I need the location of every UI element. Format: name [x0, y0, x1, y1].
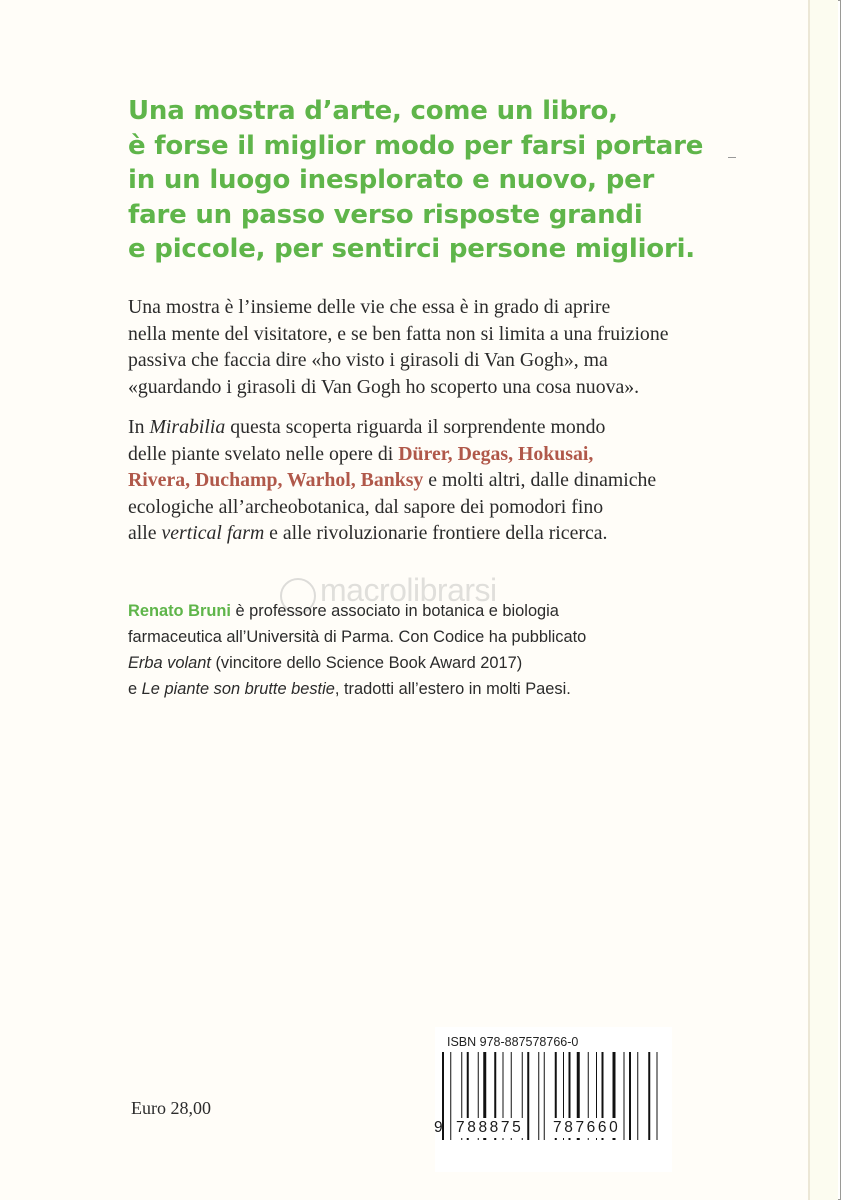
blurb-line: «guardando i girasoli di Van Gogh ho scoperto una cosa nuova». — [128, 375, 640, 398]
book-title: Erba volant — [128, 654, 211, 672]
text: e alle rivoluzionarie frontiere della ricerca. — [264, 522, 608, 544]
text: , tradotti all’estero in molti Paesi. — [334, 680, 571, 698]
barcode-bar — [629, 1052, 631, 1140]
text: delle piante svelato nelle opere di — [128, 442, 399, 465]
bio-line — [128, 598, 688, 624]
blurb-line — [128, 520, 728, 547]
blurb-paragraph-1 — [128, 294, 728, 400]
author-name: Renato Bruni — [128, 602, 231, 620]
bio-line: farmaceutica all’Università di Parma. Con Codice ha pubblicato — [128, 628, 587, 646]
artist-names: Rivera, Duchamp, Warhol, Banksy — [128, 469, 424, 491]
barcode-bar — [538, 1052, 539, 1140]
blurb-line: ecologiche all’archeobotanica, dal sapore dei pomodori fino — [128, 495, 604, 518]
price: Euro 28,00 — [131, 1098, 211, 1118]
artist-names: Dürer, Degas, Hokusai, — [398, 442, 594, 465]
book-title: Le piante son brutte bestie — [141, 680, 335, 698]
blurb-line: passiva che faccia dire «ho visto i girasoli di Van Gogh», ma — [128, 349, 608, 371]
text: In — [128, 416, 150, 438]
watermark-text: macrolibrarsi — [320, 572, 497, 608]
book-spine-edge — [808, 0, 838, 1200]
headline-line: e piccole, per sentirci persone migliori. — [128, 234, 695, 264]
barcode-bar — [648, 1052, 650, 1140]
blurb-paragraph-2 — [128, 414, 728, 547]
barcode-bar — [624, 1052, 625, 1140]
blurb-line — [128, 414, 728, 441]
headline — [128, 94, 728, 267]
headline-line: in un luogo inesplorato e nuovo, per — [128, 165, 655, 195]
text: alle — [128, 522, 162, 544]
headline-line: è forse il miglior modo per farsi portare — [128, 130, 704, 161]
text: questa scoperta riguarda il sorprendente mondo — [225, 416, 606, 438]
headline-line: fare un passo verso risposte grandi — [128, 199, 643, 230]
barcode-bar — [450, 1052, 451, 1140]
barcode-digit-first: 9 — [434, 1119, 446, 1136]
blurb-line — [128, 441, 728, 468]
barcode-bar — [657, 1052, 658, 1140]
italic-term: vertical farm — [161, 522, 265, 544]
barcode-bar — [544, 1052, 545, 1140]
bio-line — [128, 676, 688, 702]
text: e molti altri, dalle dinamiche — [423, 469, 657, 491]
book-title: Mirabilia — [149, 416, 226, 438]
barcode-bar — [637, 1052, 638, 1140]
barcode-digits-left: 788875 — [456, 1119, 524, 1136]
blurb-line — [128, 467, 728, 494]
text: (vincitore dello Science Book Award 2017) — [210, 654, 523, 672]
headline-line: Una mostra d’arte, come un libro, — [128, 96, 618, 126]
text: e — [128, 680, 142, 698]
barcode-digits-right: 787660 — [553, 1119, 621, 1136]
blurb-line: Una mostra è l’insieme delle vie che essa è in grado di aprire — [128, 296, 611, 318]
isbn-label: ISBN 978-887578766-0 — [447, 1035, 579, 1049]
bio-line — [128, 650, 688, 676]
author-bio — [128, 598, 688, 702]
text: è professore associato in botanica e biologia — [230, 602, 559, 620]
blurb-line: nella mente del visitatore, e se ben fatta non si limita a una fruizione — [128, 322, 669, 345]
crop-mark — [728, 157, 736, 158]
barcode-bar — [527, 1052, 529, 1140]
